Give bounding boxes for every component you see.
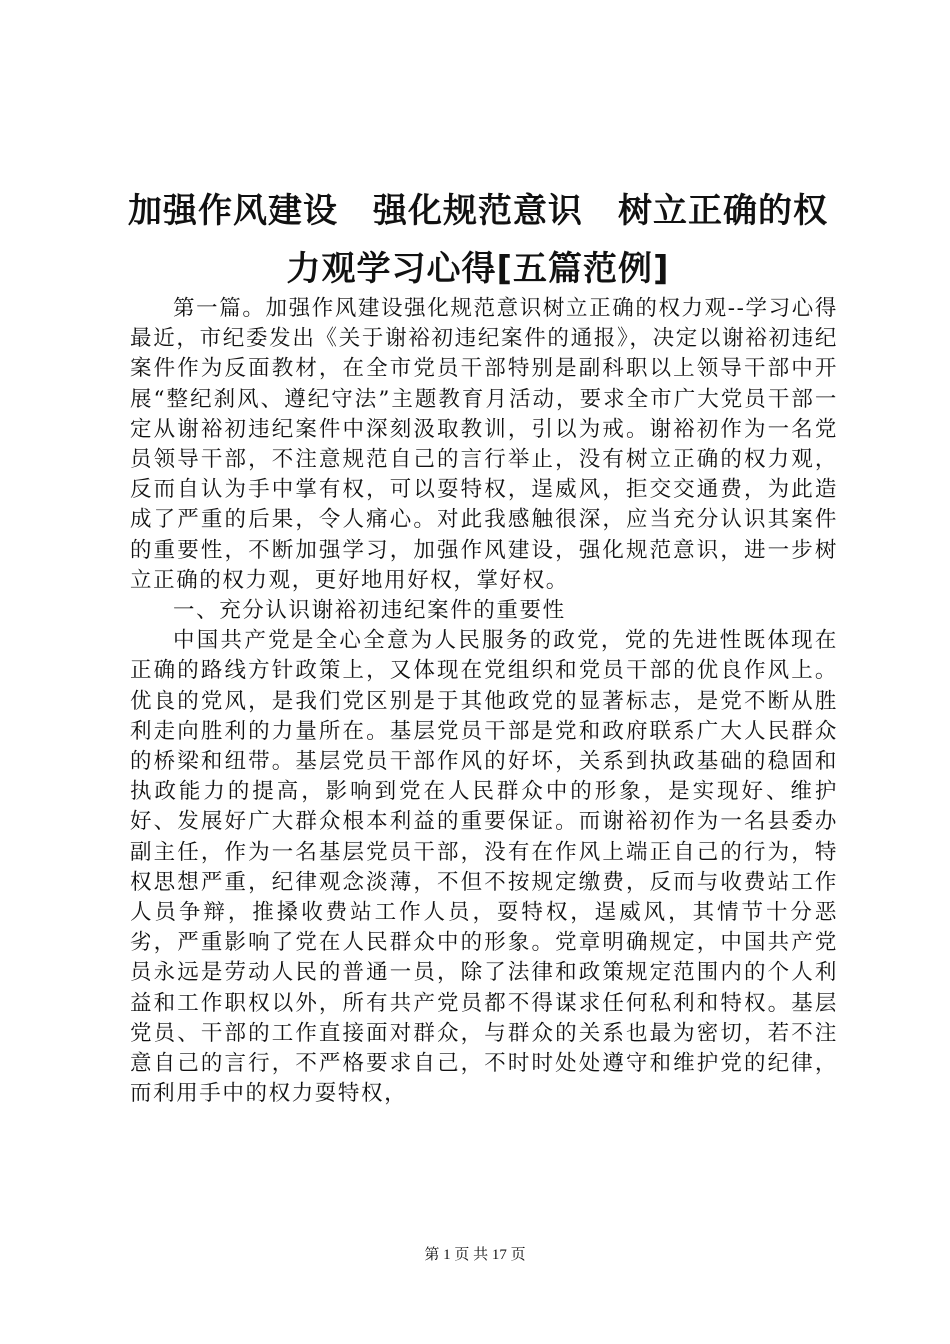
document-title-line-1: 加强作风建设 强化规范意识 树立正确的权 — [128, 191, 828, 231]
paragraph-intro: 第一篇。加强作风建设强化规范意识树立正确的权力观--学习心得最近，市纪委发出《关于谢裕初违纪案件的通报》，决定以谢裕初违纪案件作为反面教材，在全市党员干部特别是副科职以上领导干部中开展“整纪刹风、遵纪守法”主题教育月活动，要求全市广大党员干部一定从谢裕初违纪案件中深刻汲取教训，引以为戒。谢裕初作为一名党员领导干部，不注意规范自己的言行举止，没有树立正确的权力观，反而自认为手中掌有权，可以耍特权，逞威风，拒交交通费，为此造成了严重的后果，令人痛心。对此我感触很深，应当充分认识其案件的重要性，不断加强学习，加强作风建设，强化规范意识，进一步树立正确的权力观，更好地用好权，掌好权。 — [130, 296, 838, 593]
document-title-line-2: 力观学习心得[五篇范例] — [286, 249, 670, 289]
document-body — [130, 294, 838, 1109]
page-footer: 第 1 页 共 17 页 — [424, 1247, 526, 1263]
paragraph-section-1: 中国共产党是全心全意为人民服务的政党，党的先进性既体现在正确的路线方针政策上，又体现在党组织和党员干部的优良作风上。优良的党风，是我们党区别是于其他政党的显著标志，是党不断从胜利走向胜利的力量所在。基层党员干部是党和政府联系广大人民群众的桥梁和纽带。基层党员干部作风的好坏，关系到执政基础的稳固和执政能力的提高，影响到党在人民群众中的形象，是实现好、维护好、发展好广大群众根本利益的重要保证。而谢裕初作为一名县委办副主任，作为一名基层党员干部，没有在作风上端正自己的行为，特权思想严重，纪律观念淡薄，不但不按规定缴费，反而与收费站工作人员争辩，推搡收费站工作人员，耍特权，逞威风，其情节十分恶劣，严重影响了党在人民群众中的形象。党章明确规定，中国共产党员永远是劳动人民的普通一员，除了法律和政策规定范围内的个人利益和工作职权以外，所有共产党员都不得谋求任何私利和特权。基层党员、干部的工作直接面对群众，与群众的关系也最为密切，若不注意自己的言行，不严格要求自己，不时时处处遵守和维护党的纪律，而利用手中的权力耍特权， — [130, 628, 838, 1107]
section-heading-1: 一、充分认识谢裕初违纪案件的重要性 — [173, 598, 566, 624]
